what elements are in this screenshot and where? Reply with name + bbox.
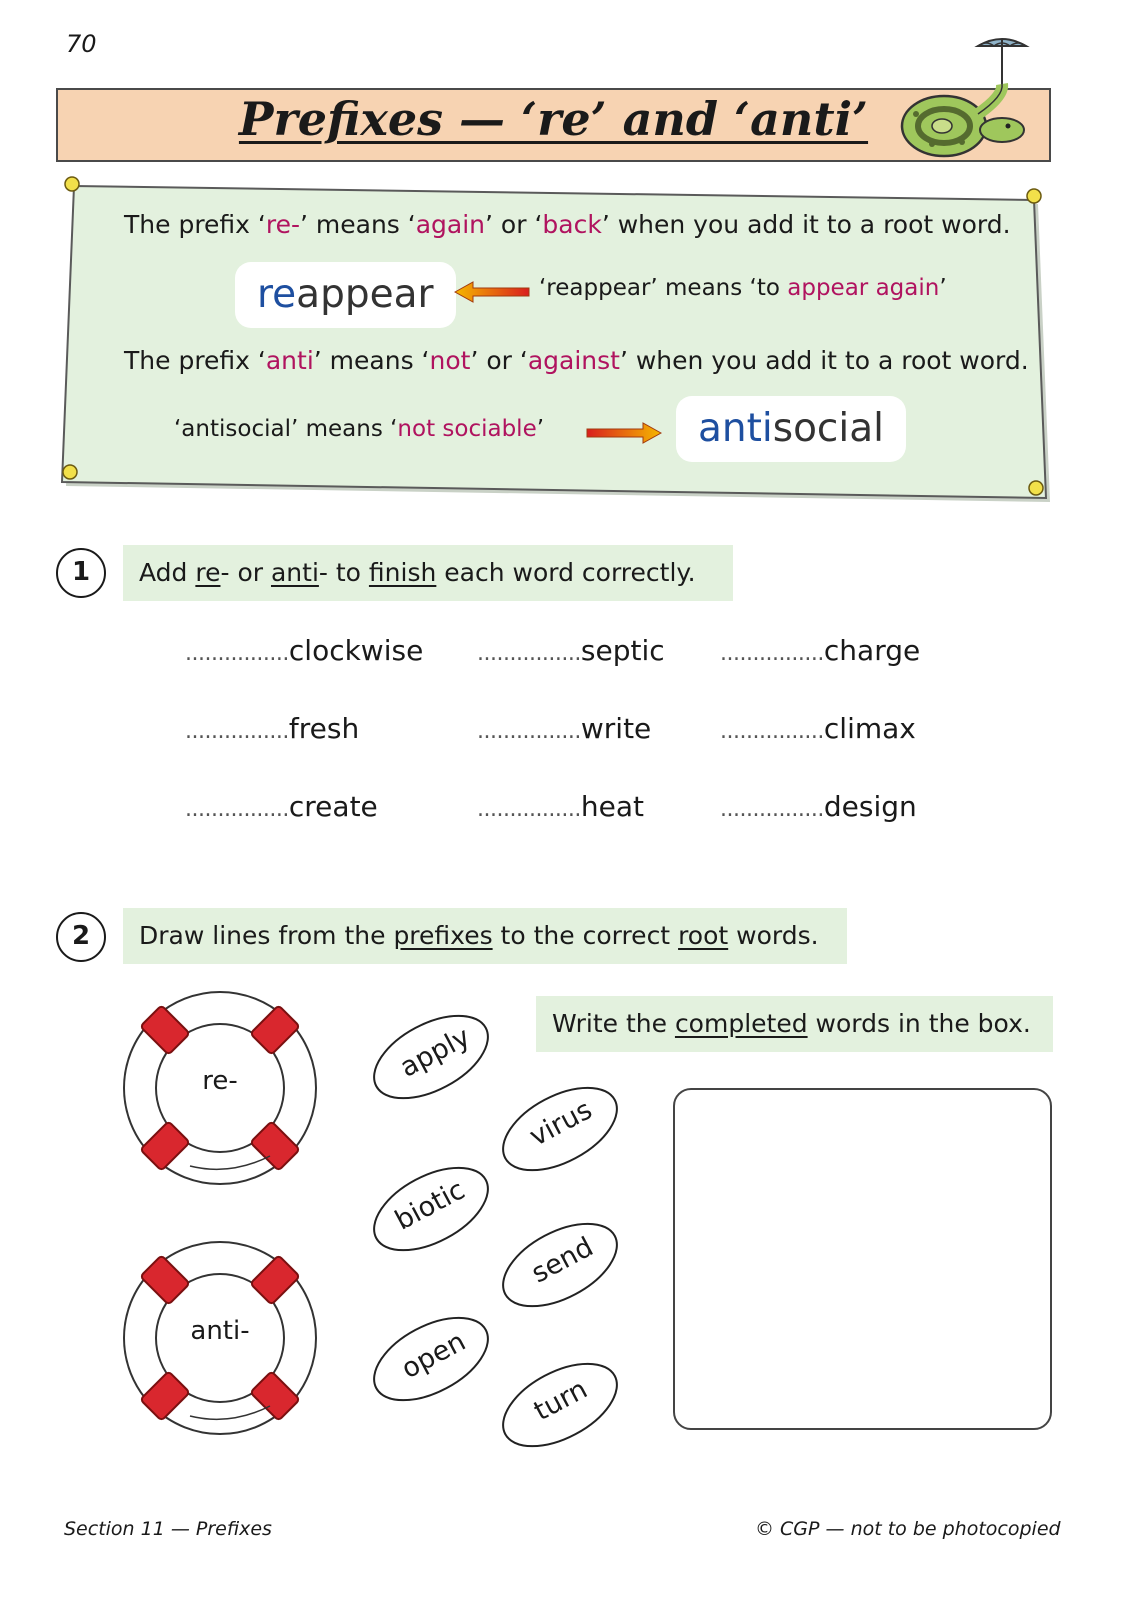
footer-copyright: © CGP — not to be photocopied bbox=[755, 1518, 1061, 1540]
snake-umbrella-illustration bbox=[892, 34, 1042, 164]
arrow-left-icon bbox=[453, 280, 531, 304]
re-definition: The prefix ‘re-’ means ‘again’ or ‘back’ when you add it to a root word. bbox=[124, 210, 1011, 239]
footer-section: Section 11 — Prefixes bbox=[64, 1518, 272, 1540]
question-1-instruction: Add re- or anti- to finish each word correctly. bbox=[123, 545, 733, 601]
arrow-right-icon bbox=[585, 421, 663, 445]
example-word-reappear: reappear bbox=[235, 262, 456, 328]
root-word-label: turn bbox=[528, 1373, 593, 1428]
example-word-antisocial: antisocial bbox=[676, 396, 906, 462]
answer-box[interactable] bbox=[673, 1088, 1052, 1430]
prefix-label: re- bbox=[202, 1066, 238, 1096]
question-1-number: 1 bbox=[56, 548, 106, 598]
antisocial-meaning: ‘antisocial’ means ‘not sociable’ bbox=[174, 416, 545, 442]
fill-in-item[interactable]: ................clockwise bbox=[185, 634, 424, 667]
fill-in-item[interactable]: ................design bbox=[720, 790, 917, 823]
anti-definition: The prefix ‘anti’ means ‘not’ or ‘against’ when you add it to a root word. bbox=[124, 346, 1029, 375]
page-number: 70 bbox=[66, 30, 97, 58]
root-word-label: apply bbox=[395, 1021, 476, 1084]
prefix-label: anti- bbox=[190, 1316, 250, 1346]
box-instruction: Write the completed words in the box. bbox=[536, 996, 1053, 1052]
reappear-meaning: ‘reappear’ means ‘to appear again’ bbox=[539, 275, 947, 301]
fill-in-item[interactable]: ................create bbox=[185, 790, 378, 823]
root-word-label: virus bbox=[524, 1094, 598, 1153]
page-title: Prefixes — ‘re’ and ‘anti’ bbox=[238, 92, 869, 146]
root-word-label: send bbox=[526, 1231, 599, 1290]
fill-in-item[interactable]: ................charge bbox=[720, 634, 921, 667]
fill-in-item[interactable]: ................write bbox=[477, 712, 652, 745]
root-word-label: biotic bbox=[390, 1174, 471, 1237]
fill-in-item[interactable]: ................fresh bbox=[185, 712, 360, 745]
question-2-instruction: Draw lines from the prefixes to the correct root words. bbox=[123, 908, 847, 964]
fill-in-item[interactable]: ................septic bbox=[477, 634, 665, 667]
fill-in-item[interactable]: ................climax bbox=[720, 712, 916, 745]
fill-in-item[interactable]: ................heat bbox=[477, 790, 644, 823]
root-word-label: open bbox=[396, 1325, 471, 1386]
question-2-number: 2 bbox=[56, 912, 106, 962]
